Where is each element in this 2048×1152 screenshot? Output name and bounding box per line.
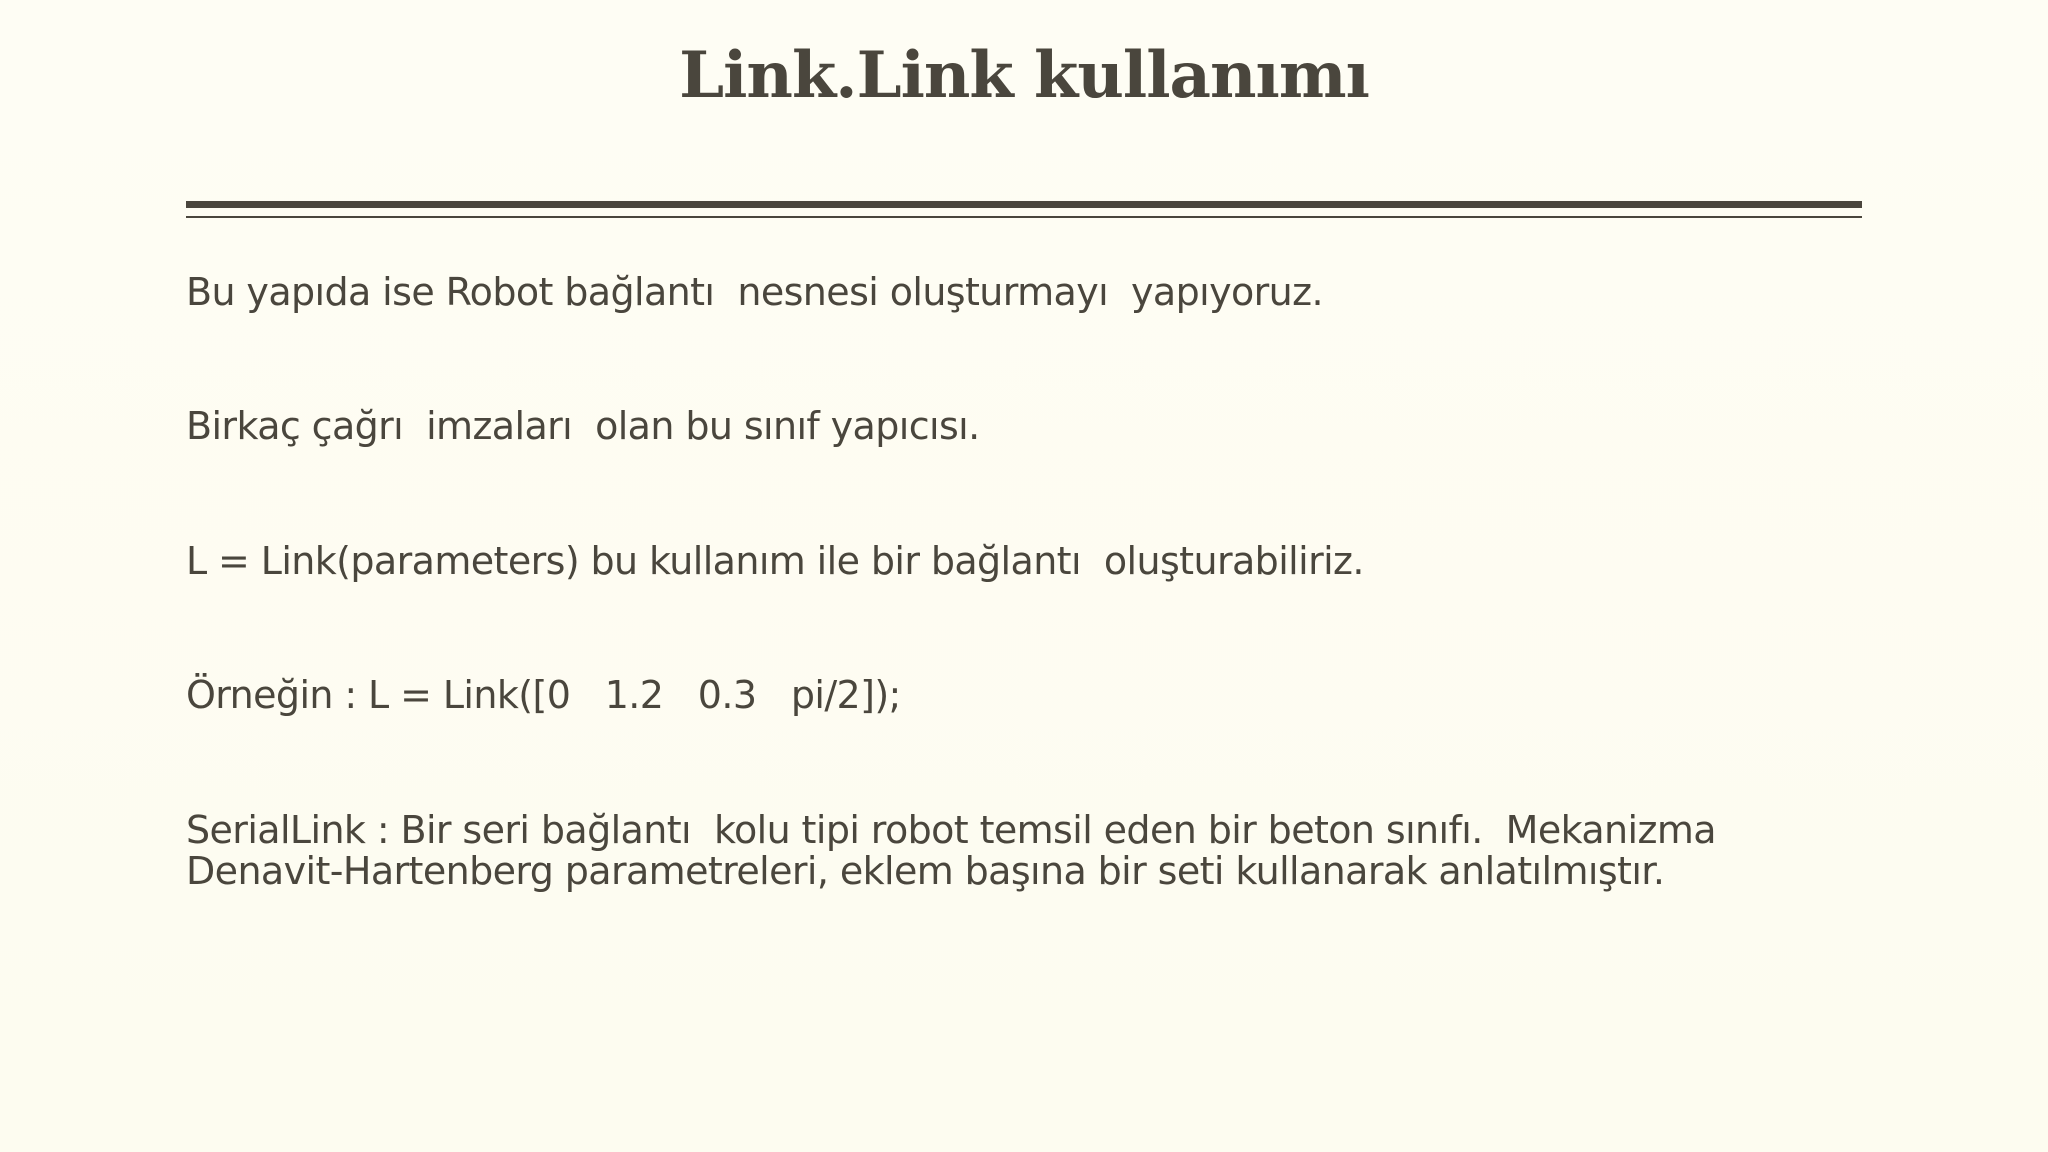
title-divider-thick xyxy=(186,201,1862,208)
paragraph-3: L = Link(parameters) bu kullanım ile bir bağlantı oluşturabiliriz. xyxy=(186,539,1364,583)
paragraph-4: Örneğin : L = Link([0 1.2 0.3 pi/2]); xyxy=(186,673,901,717)
paragraph-5: SerialLink : Bir seri bağlantı kolu tipi robot temsil eden bir beton sınıfı. Mekanizma Denavit-Hartenberg parametreleri, eklem başına bir seti kullanarak anlatılmıştır. xyxy=(186,808,1728,893)
slide-title: Link.Link kullanımı xyxy=(679,38,1369,113)
title-divider-thin xyxy=(186,216,1862,218)
paragraph-2: Birkaç çağrı imzaları olan bu sınıf yapıcısı. xyxy=(186,404,980,448)
paragraph-1: Bu yapıda ise Robot bağlantı nesnesi oluşturmayı yapıyoruz. xyxy=(186,270,1323,314)
